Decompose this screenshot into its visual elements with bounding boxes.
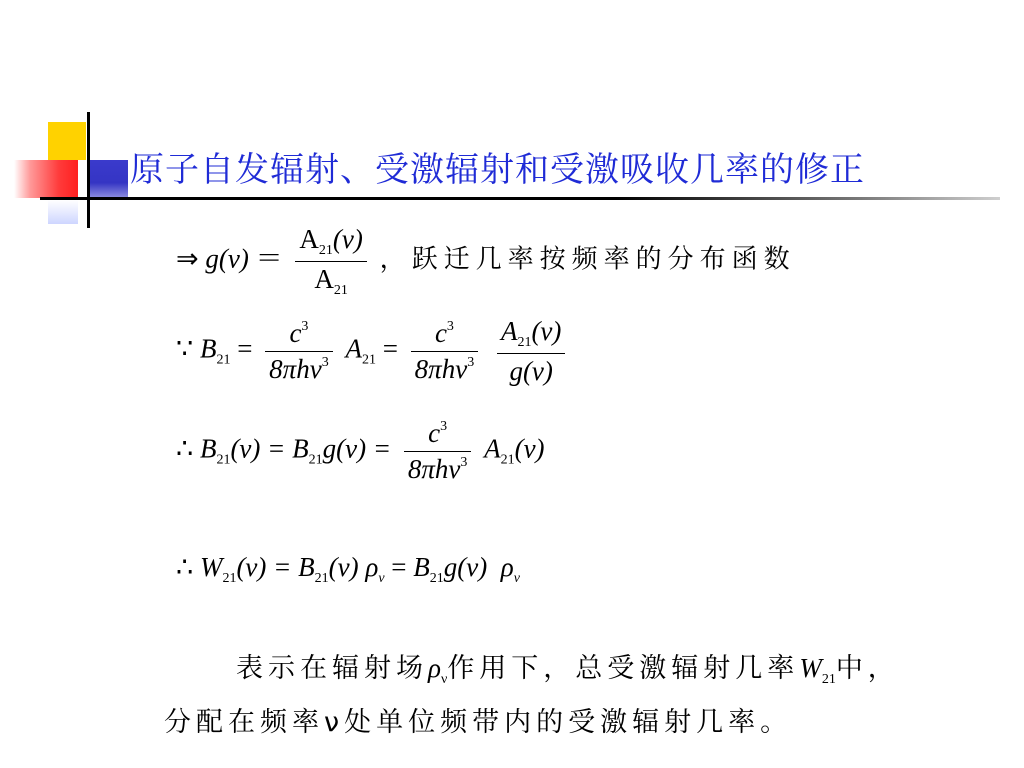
equals-sign: ＝ (255, 243, 283, 274)
explanation-line-1: 表示在辐射场$\rho_\nu$作用下，总受激辐射几率$W_{21}$中， (236, 653, 900, 687)
g-nu: g(ν) (205, 243, 249, 274)
explanation-line-2: 分配在频率ν处单位频带内的受激辐射几率。 (164, 707, 793, 738)
fraction-A21 (295, 224, 366, 299)
title-underline (40, 197, 1000, 200)
equation-distribution-function (176, 224, 796, 299)
equation-W21-nu: ∴ $W_{21}(\nu) = B_{21}(\nu) \rho_\nu = B_{21}g(\nu)$ $\rho_\nu$ (176, 552, 520, 586)
slide-title: 原子自发辐射、受激辐射和受激吸收几率的修正 (130, 150, 865, 190)
W21: $W_{21}$ (799, 653, 836, 687)
fraction-c3-over-8pihv3-second: $\frac{c^3}{8\pi h\nu^3}$ (411, 318, 479, 385)
therefore-symbol: ∴ (176, 552, 194, 582)
because-symbol: ∵ (176, 333, 194, 364)
light-blue-block-decoration (48, 200, 78, 224)
blue-square-decoration (90, 160, 128, 198)
equation-B21-nu: ∴ $B_{21}(\nu) = B_{21}g(\nu)$ = $\frac{c^3}{8\pi h\nu^3}$ $A_{21}(\nu)$ (176, 418, 545, 484)
red-block-decoration (14, 160, 78, 198)
equation-einstein-relation: ∵ $B_{21}$ = $\frac{c^3}{8\pi h\nu^3}$ $A_{21}$ = $\frac{c^3}{8\pi h\nu^3}$ $\frac{A_{21}(\nu)}{g(\nu)}$ (176, 316, 571, 387)
rho-nu: $\rho_\nu$ (428, 653, 448, 687)
fraction-numerator: $A_{21}(\nu)$ (299, 224, 363, 258)
distribution-function-text: ，跃迁几率按频率的分布函数 (379, 244, 796, 275)
implies-symbol: ⇒ (176, 243, 199, 274)
fraction-denominator: $A_{21}$ (314, 264, 348, 298)
therefore-symbol: ∴ (176, 433, 194, 464)
fraction-c3-over-8pihv3-third: $\frac{c^3}{8\pi h\nu^3}$ (404, 418, 472, 485)
yellow-square-decoration (48, 122, 86, 160)
fraction-A21nu-over-gnu: $\frac{A_{21}(\nu)}{g(\nu)}$ (497, 316, 565, 387)
vertical-rule (87, 112, 90, 228)
fraction-c3-over-8pihv3: $\frac{c^3}{8\pi h\nu^3}$ (265, 318, 333, 385)
